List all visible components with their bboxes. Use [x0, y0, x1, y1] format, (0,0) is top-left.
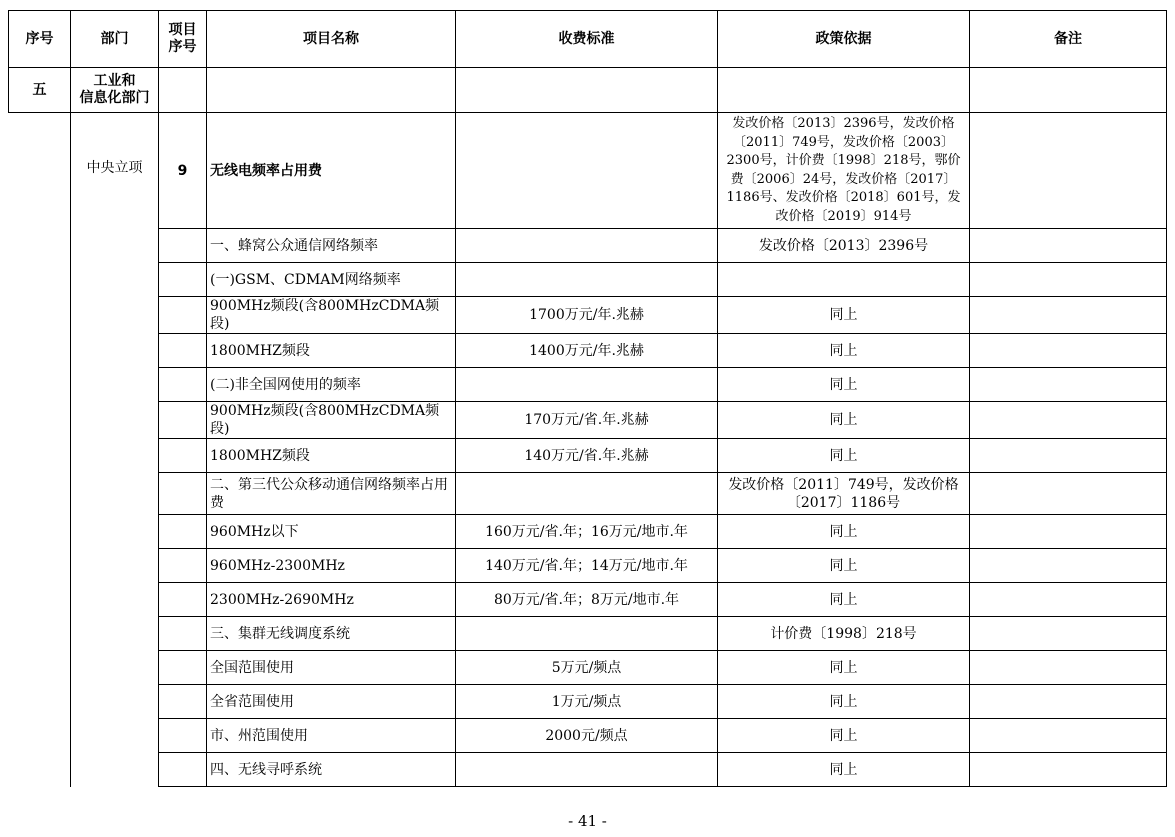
note-cell: [970, 583, 1167, 617]
fee-standard-cell: 1400万元/年.兆赫: [456, 334, 718, 368]
table-row: [9, 583, 1167, 617]
item-name-cell: 一、蜂窝公众通信网络频率: [207, 229, 456, 263]
item-name-cell: 二、第三代公众移动通信网络频率占用费: [207, 473, 456, 515]
fee-standard-cell: 140万元/省.年.兆赫: [456, 439, 718, 473]
main-item-fee: [456, 113, 718, 229]
section-empty-4: [718, 68, 970, 113]
policy-cell: 同上: [718, 583, 970, 617]
policy-cell: 同上: [718, 719, 970, 753]
section-empty-2: [207, 68, 456, 113]
policy-cell: 同上: [718, 297, 970, 334]
item-name-cell: 市、州范围使用: [207, 719, 456, 753]
policy-cell: 同上: [718, 334, 970, 368]
note-cell: [970, 334, 1167, 368]
item-name-cell: 1800MHZ频段: [207, 439, 456, 473]
policy-cell: 发改价格〔2013〕2396号: [718, 229, 970, 263]
policy-cell: 同上: [718, 549, 970, 583]
item-name-cell: 960MHz以下: [207, 515, 456, 549]
section-row: [9, 68, 1167, 113]
policy-cell: [718, 263, 970, 297]
table-row: [9, 651, 1167, 685]
policy-cell: 同上: [718, 368, 970, 402]
item-seq-cell: [159, 719, 207, 753]
page-number: - 41 -: [568, 812, 607, 830]
seq-blank-cell: [9, 113, 71, 787]
item-seq-cell: [159, 297, 207, 334]
table-row: [9, 515, 1167, 549]
note-cell: [970, 473, 1167, 515]
note-cell: [970, 229, 1167, 263]
section-dept: 工业和 信息化部门: [71, 68, 159, 113]
main-item-note: [970, 113, 1167, 229]
fee-standard-cell: 1700万元/年.兆赫: [456, 297, 718, 334]
main-item-seq: 9: [159, 113, 207, 229]
header-dept: 部门: [71, 11, 159, 68]
item-name-cell: 2300MHz-2690MHz: [207, 583, 456, 617]
item-name-cell: 四、无线寻呼系统: [207, 753, 456, 787]
table-row: [9, 229, 1167, 263]
main-item-policy: 发改价格〔2013〕2396号，发改价格〔2011〕749号，发改价格〔2003〕2300号，计价费〔1998〕218号，鄂价费〔2006〕24号，发改价格〔2017〕1186号、发改价格〔2018〕601号，发改价格〔2019〕914号: [718, 113, 970, 229]
main-item-name: 无线电频率占用费: [207, 113, 456, 229]
table-row: [9, 297, 1167, 334]
note-cell: [970, 753, 1167, 787]
fee-standard-cell: 140万元/省.年；14万元/地市.年: [456, 549, 718, 583]
header-fee-standard: 收费标准: [456, 11, 718, 68]
fee-standard-cell: [456, 368, 718, 402]
fee-standard-cell: [456, 263, 718, 297]
fee-standard-cell: [456, 753, 718, 787]
item-seq-cell: [159, 515, 207, 549]
note-cell: [970, 368, 1167, 402]
item-name-cell: 全省范围使用: [207, 685, 456, 719]
item-seq-cell: [159, 549, 207, 583]
sub-dept-cell: [71, 113, 159, 787]
note-cell: [970, 297, 1167, 334]
policy-cell: 同上: [718, 651, 970, 685]
item-name-cell: 900MHz频段(含800MHzCDMA频段): [207, 297, 456, 334]
policy-cell: 计价费〔1998〕218号: [718, 617, 970, 651]
note-cell: [970, 515, 1167, 549]
note-cell: [970, 617, 1167, 651]
section-empty-3: [456, 68, 718, 113]
table-row: [9, 719, 1167, 753]
item-name-cell: 三、集群无线调度系统: [207, 617, 456, 651]
item-seq-cell: [159, 685, 207, 719]
item-seq-cell: [159, 334, 207, 368]
policy-cell: 同上: [718, 753, 970, 787]
table-row: [9, 439, 1167, 473]
item-name-cell: 1800MHZ频段: [207, 334, 456, 368]
table-row: [9, 334, 1167, 368]
item-name-cell: (二)非全国网使用的频率: [207, 368, 456, 402]
table-row: [9, 473, 1167, 515]
note-cell: [970, 439, 1167, 473]
note-cell: [970, 651, 1167, 685]
item-seq-cell: [159, 753, 207, 787]
item-seq-cell: [159, 368, 207, 402]
table-row: [9, 368, 1167, 402]
section-seq: 五: [9, 68, 71, 113]
table-row: [9, 263, 1167, 297]
header-policy: 政策依据: [718, 11, 970, 68]
policy-cell: 同上: [718, 685, 970, 719]
policy-cell: 同上: [718, 402, 970, 439]
table-row: [9, 617, 1167, 651]
note-cell: [970, 549, 1167, 583]
header-note: 备注: [970, 11, 1167, 68]
header-row: [9, 11, 1167, 68]
fee-standard-cell: 80万元/省.年；8万元/地市.年: [456, 583, 718, 617]
item-seq-cell: [159, 583, 207, 617]
table-row: [9, 549, 1167, 583]
fee-standard-cell: [456, 617, 718, 651]
note-cell: [970, 685, 1167, 719]
item-name-cell: (一)GSM、CDMAM网络频率: [207, 263, 456, 297]
header-item-seq: 项目 序号: [159, 11, 207, 68]
header-seq: 序号: [9, 11, 71, 68]
header-item-name: 项目名称: [207, 11, 456, 68]
fee-standard-cell: 2000元/频点: [456, 719, 718, 753]
table-row: [9, 753, 1167, 787]
item-seq-cell: [159, 439, 207, 473]
fee-standard-cell: [456, 229, 718, 263]
item-seq-cell: [159, 402, 207, 439]
fee-standard-cell: 160万元/省.年；16万元/地市.年: [456, 515, 718, 549]
policy-cell: 发改价格〔2011〕749号，发改价格〔2017〕1186号: [718, 473, 970, 515]
item-seq-cell: [159, 617, 207, 651]
table-row: [9, 685, 1167, 719]
fee-standard-cell: [456, 473, 718, 515]
note-cell: [970, 263, 1167, 297]
item-seq-cell: [159, 229, 207, 263]
item-seq-cell: [159, 473, 207, 515]
item-name-cell: 900MHz频段(含800MHzCDMA频段): [207, 402, 456, 439]
section-empty-1: [159, 68, 207, 113]
note-cell: [970, 719, 1167, 753]
main-item-row: [9, 113, 1167, 229]
policy-cell: 同上: [718, 439, 970, 473]
policy-cell: 同上: [718, 515, 970, 549]
item-seq-cell: [159, 263, 207, 297]
sub-dept-label: 中央立项: [86, 160, 143, 176]
fee-table: [8, 10, 1167, 787]
item-name-cell: 全国范围使用: [207, 651, 456, 685]
fee-standard-cell: 5万元/频点: [456, 651, 718, 685]
fee-standard-cell: 170万元/省.年.兆赫: [456, 402, 718, 439]
fee-standard-cell: 1万元/频点: [456, 685, 718, 719]
table-row: [9, 402, 1167, 439]
note-cell: [970, 402, 1167, 439]
item-name-cell: 960MHz-2300MHz: [207, 549, 456, 583]
item-seq-cell: [159, 651, 207, 685]
section-empty-5: [970, 68, 1167, 113]
